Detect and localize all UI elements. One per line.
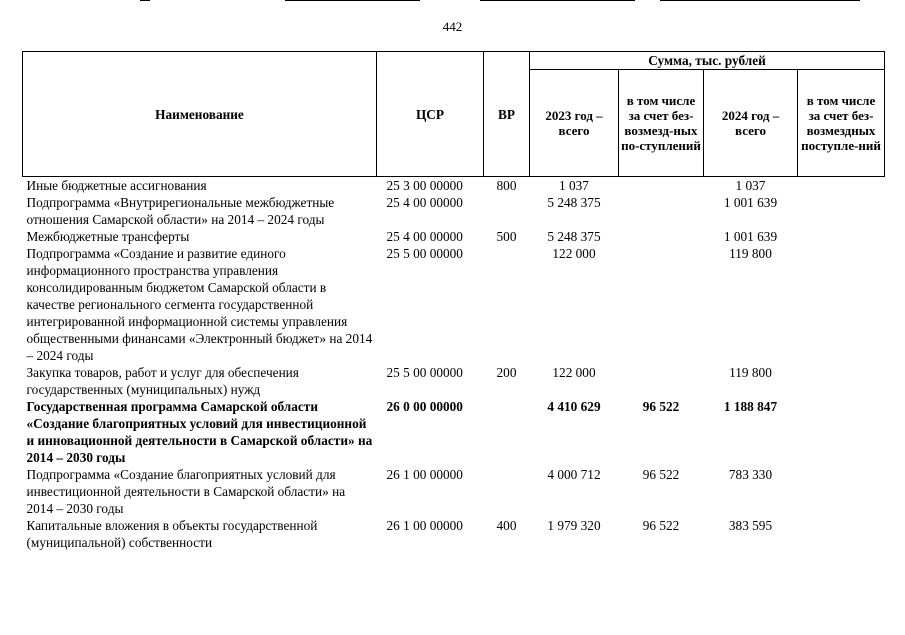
cell-2024-free [798, 466, 885, 517]
table-row [23, 364, 885, 398]
scan-top-rule [480, 0, 635, 1]
table-row [23, 194, 885, 228]
cell-name: Капитальные вложения в объекты государственной (муниципальной) собственности [26, 518, 318, 550]
cell-2024-free [798, 245, 885, 364]
cell-csr: 25 4 00 00000 [386, 229, 463, 244]
cell-2024-free [798, 194, 885, 228]
cell-vr [484, 398, 530, 466]
cell-name: Подпрограмма «Создание благоприятных условий для инвестиционной деятельности в Самарской области» на 2014 – 2030 годы [26, 467, 346, 516]
header-csr: ЦСР [377, 52, 484, 177]
cell-2024-total: 383 595 [728, 518, 773, 533]
cell-vr [484, 194, 530, 228]
cell-2023-total: 122 000 [552, 365, 596, 380]
cell-2024-free [798, 364, 885, 398]
table-row [23, 228, 885, 245]
header-sum: Сумма, тыс. рублей [530, 52, 885, 70]
cell-2024-total: 1 001 639 [723, 229, 778, 244]
cell-name: Закупка товаров, работ и услуг для обеспечения государственных (муниципальных) нужд [26, 365, 299, 397]
cell-2023-free [619, 177, 704, 195]
cell-name: Межбюджетные трансферты [26, 229, 190, 244]
cell-2024-free [798, 517, 885, 551]
cell-csr: 25 4 00 00000 [386, 195, 463, 210]
cell-vr [484, 466, 530, 517]
table-row [23, 398, 885, 466]
cell-csr: 26 1 00 00000 [386, 518, 463, 533]
scan-top-rule [660, 0, 860, 1]
header-2024-total: 2024 год – всего [704, 70, 798, 177]
scan-top-rule [285, 0, 420, 1]
cell-vr: 200 [496, 365, 517, 380]
cell-2023-free [619, 364, 704, 398]
scan-top-rule [140, 0, 150, 1]
table-body [23, 177, 885, 552]
cell-2023-free: 96 522 [642, 518, 680, 533]
cell-2023-total: 122 000 [552, 246, 596, 261]
cell-2023-total: 4 000 712 [547, 467, 601, 482]
cell-2023-free [619, 228, 704, 245]
cell-2023-total: 1 979 320 [547, 518, 601, 533]
budget-table [22, 51, 884, 551]
cell-2024-total: 1 001 639 [723, 195, 778, 210]
cell-vr [484, 245, 530, 364]
table-row [23, 177, 885, 195]
cell-csr: 26 1 00 00000 [386, 467, 463, 482]
header-vr: ВР [484, 52, 530, 177]
cell-2024-free [798, 228, 885, 245]
cell-2023-free [619, 194, 704, 228]
cell-vr: 400 [496, 518, 517, 533]
header-2024-free: в том числе за счет без-возмездных поступле-ний [798, 70, 885, 177]
cell-csr: 25 3 00 00000 [386, 178, 463, 193]
header-2023-total: 2023 год – всего [530, 70, 619, 177]
cell-2024-free [798, 177, 885, 195]
cell-2023-total: 5 248 375 [547, 229, 601, 244]
cell-2023-free: 96 522 [642, 399, 680, 414]
table-row [23, 466, 885, 517]
cell-2024-total: 119 800 [729, 365, 772, 380]
cell-2023-total: 4 410 629 [547, 399, 601, 414]
table-row [23, 517, 885, 551]
cell-2024-free [798, 398, 885, 466]
page-number: 442 [442, 19, 463, 34]
header-2023-free: в том числе за счет без-возмезд-ных по-ступлений [619, 70, 704, 177]
table-row [23, 245, 885, 364]
cell-name: Подпрограмма «Внутрирегиональные межбюджетные отношения Самарской области» на 2014 – 2024 годы [26, 195, 335, 227]
cell-2023-total: 1 037 [559, 178, 589, 193]
cell-vr: 800 [496, 178, 517, 193]
cell-2024-total: 1 188 847 [723, 399, 778, 414]
cell-csr: 25 5 00 00000 [386, 365, 463, 380]
cell-2024-total: 783 330 [728, 467, 773, 482]
cell-name: Подпрограмма «Создание и развитие единого информационного пространства управления консолидированным бюджетом Самарской области в качестве регионального сегмента государственной интегрированной информационной системы управления общественными финансами «Электронный бюджет» на 2014 – 2024 годы [26, 246, 373, 363]
cell-name: Иные бюджетные ассигнования [26, 178, 207, 193]
header-name: Наименование [23, 52, 377, 177]
cell-vr: 500 [496, 229, 517, 244]
cell-csr: 25 5 00 00000 [386, 246, 463, 261]
cell-name: Государственная программа Самарской области «Создание благоприятных условий для инвестиционной и инновационной деятельности в Самарской области» на 2014 – 2030 годы [26, 399, 373, 465]
cell-2023-total: 5 248 375 [547, 195, 601, 210]
cell-2023-free: 96 522 [642, 467, 680, 482]
cell-2024-total: 119 800 [729, 246, 772, 261]
cell-2024-total: 1 037 [735, 178, 766, 193]
cell-csr: 26 0 00 00000 [386, 399, 463, 414]
cell-2023-free [619, 245, 704, 364]
